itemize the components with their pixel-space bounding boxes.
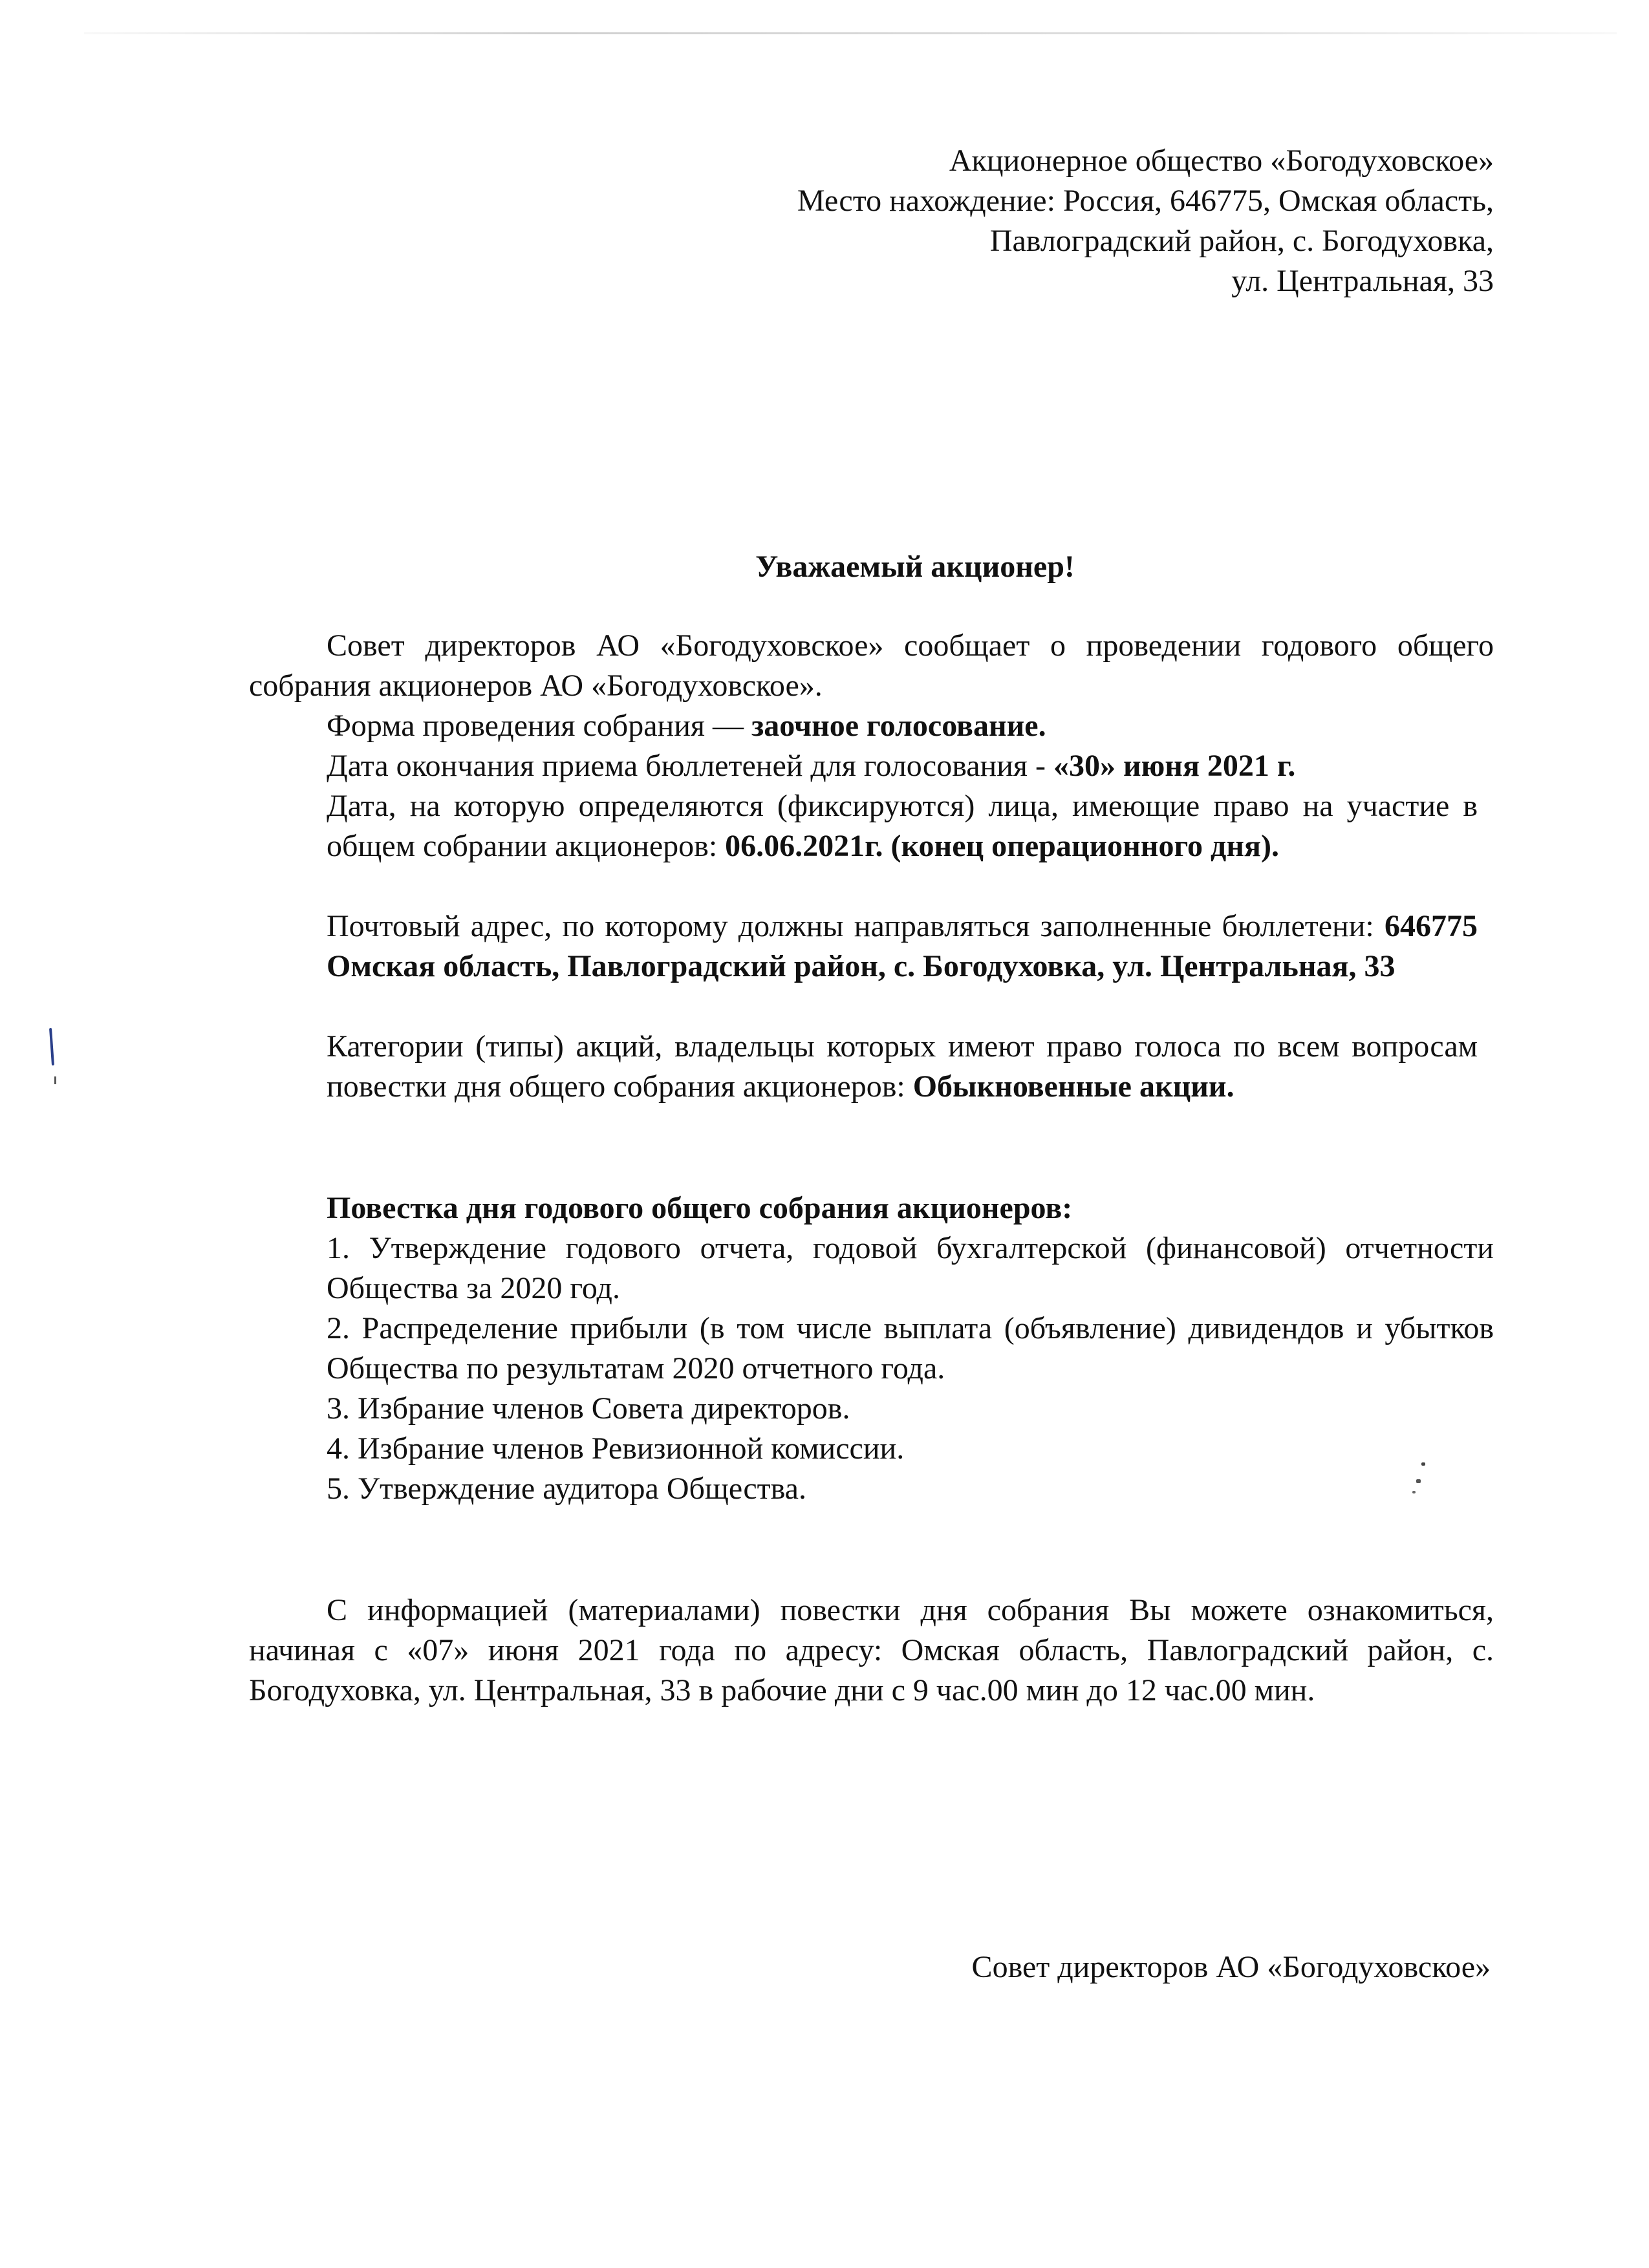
signature: Совет директоров АО «Богодуховское» — [971, 1950, 1491, 1984]
sender-company: Акционерное общество «Богодуховское» — [949, 144, 1494, 178]
sender-district: Павлоградский район, с. Богодуховка, — [989, 224, 1494, 258]
agenda-list — [327, 1228, 1494, 1509]
intro-paragraph: Совет директоров АО «Богодуховское» сообщает о проведении годового общего собрания акционеров АО «Богодуховское». — [249, 628, 1494, 703]
scan-edge-line — [84, 32, 1617, 34]
ballot-deadline — [327, 746, 1478, 786]
scan-speck — [54, 1076, 56, 1084]
agenda-item: 2. Распределение прибыли (в том числе выплата (объявление) дивидендов и убытков Общества по результатам 2020 отчетного года. — [327, 1311, 1494, 1385]
ballot-deadline-value: «30» июня 2021 г. — [1053, 749, 1296, 783]
postal-address — [327, 906, 1478, 987]
share-categories-label: Категории (типы) акций, владельцы которых имеют право голоса по всем вопросам повестки дня общего собрания акционеров: — [327, 1029, 1478, 1104]
meeting-form-value: заочное голосование. — [751, 709, 1046, 743]
sender-street: ул. Центральная, 33 — [1231, 264, 1494, 298]
salutation: Уважаемый акционер! — [755, 550, 1075, 584]
share-categories-value: Обыкновенные акции. — [912, 1069, 1234, 1104]
agenda-item: 4. Избрание членов Ревизионной комиссии. — [327, 1431, 905, 1466]
materials-paragraph: С информацией (материалами) повестки дня собрания Вы можете ознакомиться, начиная с «07» июня 2021 года по адресу: Омская область, Павлоградский район, с. Богодуховка, ул. Центральная, 33 в рабочие дни с 9 час.00 мин до 12 час.00 мин. — [249, 1593, 1494, 1707]
record-date-value: 06.06.2021г. (конец операционного дня). — [725, 829, 1279, 863]
meeting-form-label: Форма проведения собрания — — [327, 709, 751, 743]
postal-address-label: Почтовый адрес, по которому должны направляться заполненные бюллетени: — [327, 909, 1385, 943]
sender-location: Место нахождение: Россия, 646775, Омская область, — [797, 184, 1494, 218]
record-date-label: Дата, на которую определяются (фиксируются) лица, имеющие право на участие в общем собрании акционеров: — [327, 789, 1478, 863]
agenda-item: 1. Утверждение годового отчета, годовой бухгалтерской (финансовой) отчетности Общества за 2020 год. — [327, 1231, 1494, 1305]
record-date — [327, 786, 1478, 866]
postal-address-value: 646775 Омская область, Павлоградский район, с. Богодуховка, ул. Центральная, 33 — [327, 909, 1478, 983]
agenda-item: 3. Избрание членов Совета директоров. — [327, 1391, 850, 1426]
ballot-deadline-label: Дата окончания приема бюллетеней для голосования - — [327, 749, 1053, 783]
pen-mark — [49, 1028, 54, 1065]
share-categories — [327, 1027, 1478, 1107]
agenda-item: 5. Утверждение аудитора Общества. — [327, 1471, 806, 1506]
sender-address-block — [797, 141, 1494, 301]
meeting-form — [327, 706, 1478, 746]
agenda-title: Повестка дня годового общего собрания акционеров: — [327, 1191, 1073, 1225]
